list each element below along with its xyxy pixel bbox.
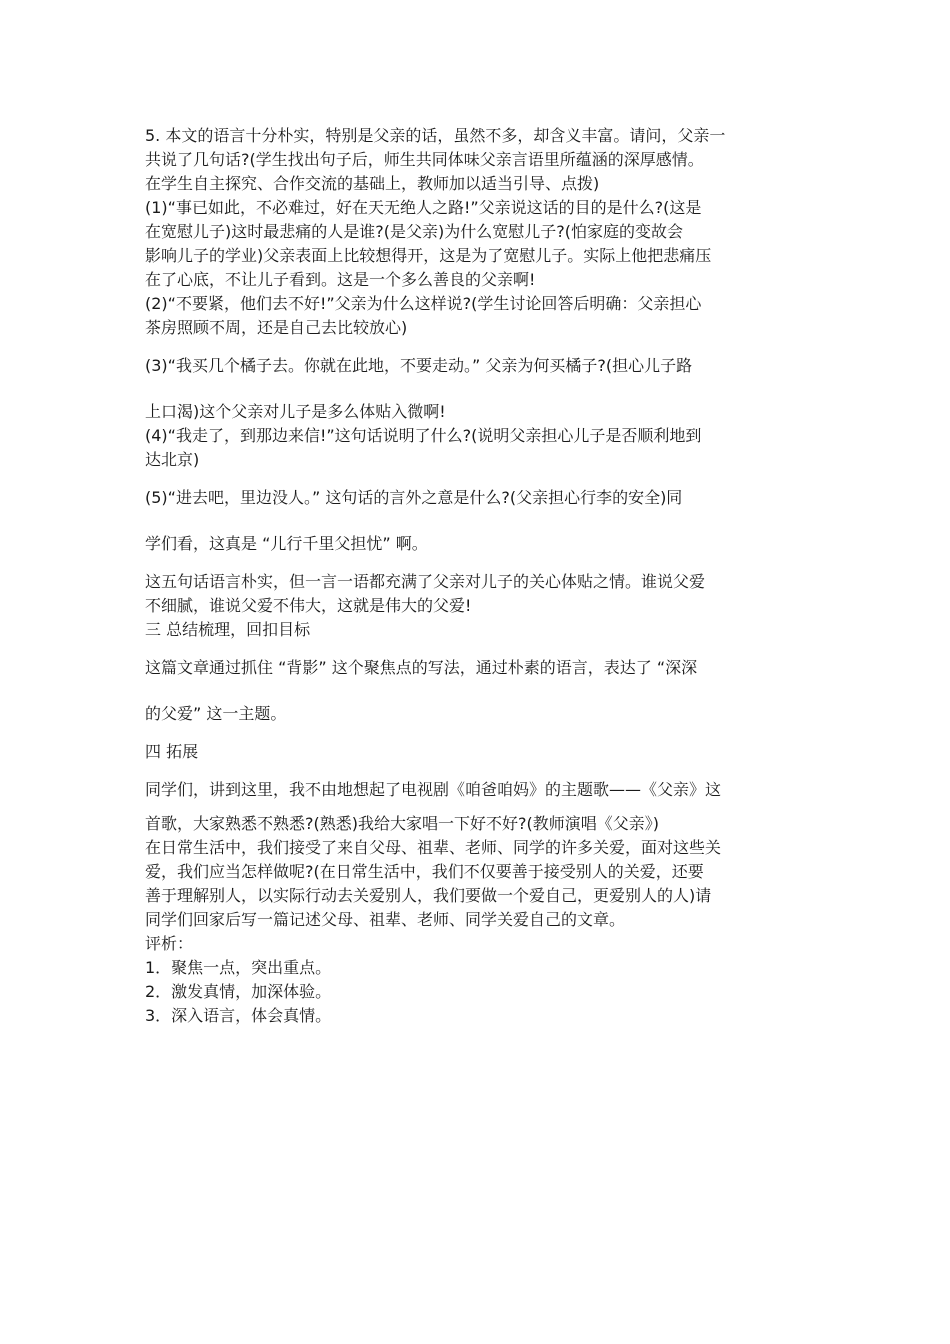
section-heading: 三 总结梳理，回扣目标 bbox=[145, 620, 311, 639]
list-item: 2．激发真情，加深体验。 bbox=[145, 982, 332, 1001]
document-body bbox=[145, 124, 810, 1028]
text-line: 上口渴)这个父亲对儿子是多么体贴入微啊! bbox=[145, 402, 446, 421]
text-line: 影响儿子的学业)父亲表面上比较想得开，这是为了宽慰儿子。实际上他把悲痛压 bbox=[145, 246, 712, 265]
text-line: 同学们回家后写一篇记述父母、祖辈、老师、同学关爱自己的文章。 bbox=[145, 910, 626, 929]
text-line: 在日常生活中，我们接受了来自父母、祖辈、老师、同学的许多关爱，面对这些关 bbox=[145, 838, 722, 857]
list-item: 1．聚焦一点，突出重点。 bbox=[145, 958, 332, 977]
text-line: 这五句话语言朴实，但一言一语都充满了父亲对儿子的关心体贴之情。谁说父爱 bbox=[145, 572, 706, 591]
text-line: 达北京) bbox=[145, 450, 200, 469]
text-line: 评析： bbox=[145, 934, 194, 953]
section-heading: 四 拓展 bbox=[145, 742, 199, 761]
text-line: (2)“不要紧，他们去不好!”父亲为什么这样说?(学生讨论回答后明确：父亲担心 bbox=[145, 294, 702, 313]
text-line: (3)“我买几个橘子去。你就在此地，不要走动。” 父亲为何买橘子?(担心儿子路 bbox=[145, 356, 693, 375]
text-line: 善于理解别人，以实际行动去关爱别人，我们要做一个爱自己，更爱别人的人)请 bbox=[145, 886, 712, 905]
text-line: 这篇文章通过抓住 “背影” 这个聚焦点的写法，通过朴素的语言，表达了 “深深 bbox=[145, 658, 698, 677]
text-line: 5. 本文的语言十分朴实，特别是父亲的话，虽然不多，却含义丰富。请问，父亲一 bbox=[145, 126, 726, 145]
text-line: 学们看，这真是 “儿行千里父担忧” 啊。 bbox=[145, 534, 428, 553]
text-line: (5)“进去吧，里边没人。” 这句话的言外之意是什么?(父亲担心行李的安全)同 bbox=[145, 488, 683, 507]
text-line: 首歌，大家熟悉不熟悉?(熟悉)我给大家唱一下好不好?(教师演唱《父亲》) bbox=[145, 814, 659, 833]
text-line: 不细腻，谁说父爱不伟大，这就是伟大的父爱! bbox=[145, 596, 472, 615]
text-line: 在了心底，不让儿子看到。这是一个多么善良的父亲啊! bbox=[145, 270, 536, 289]
text-line: 的父爱” 这一主题。 bbox=[145, 704, 287, 723]
list-item: 3．深入语言，体会真情。 bbox=[145, 1006, 332, 1025]
text-line: 爱，我们应当怎样做呢?(在日常生活中，我们不仅要善于接受别人的关爱，还要 bbox=[145, 862, 704, 881]
text-line: (4)“我走了，到那边来信!”这句话说明了什么?(说明父亲担心儿子是否顺利地到 bbox=[145, 426, 702, 445]
text-line: 在宽慰儿子)这时最悲痛的人是谁?(是父亲)为什么宽慰儿子?(怕家庭的变故会 bbox=[145, 222, 683, 241]
text-line: 茶房照顾不周，还是自己去比较放心) bbox=[145, 318, 408, 337]
text-line: 同学们，讲到这里，我不由地想起了电视剧《咱爸咱妈》的主题歌——《父亲》这 bbox=[145, 780, 722, 799]
text-line: 在学生自主探究、合作交流的基础上，教师加以适当引导、点拨) bbox=[145, 174, 600, 193]
text-line: 共说了几句话?(学生找出句子后，师生共同体味父亲言语里所蕴涵的深厚感情。 bbox=[145, 150, 704, 169]
text-line: (1)“事已如此，不必难过，好在天无绝人之路!”父亲说这话的目的是什么?(这是 bbox=[145, 198, 702, 217]
